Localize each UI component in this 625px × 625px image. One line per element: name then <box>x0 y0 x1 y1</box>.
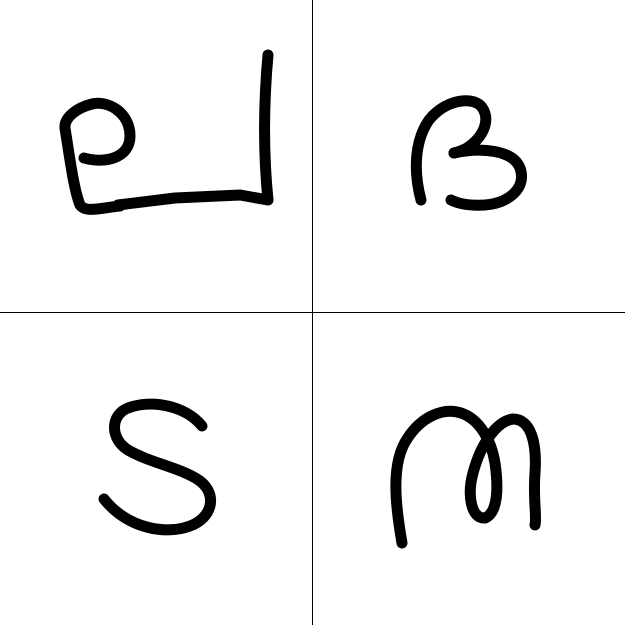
cell-bottom-right <box>313 313 625 625</box>
glyph-e-l-drawing <box>0 0 312 312</box>
glyph-s-drawing <box>0 313 312 625</box>
glyph-m-drawing <box>313 313 625 625</box>
cell-bottom-left <box>0 313 312 625</box>
cell-top-left <box>0 0 312 312</box>
cell-top-right <box>313 0 625 312</box>
stroke-s <box>104 404 211 530</box>
horizontal-divider <box>0 312 625 313</box>
stroke-m <box>396 411 536 543</box>
stroke-b-lower-bowl <box>451 150 522 205</box>
stroke-l <box>118 55 268 205</box>
stroke-e <box>65 103 130 209</box>
glyph-b-drawing <box>313 0 625 312</box>
